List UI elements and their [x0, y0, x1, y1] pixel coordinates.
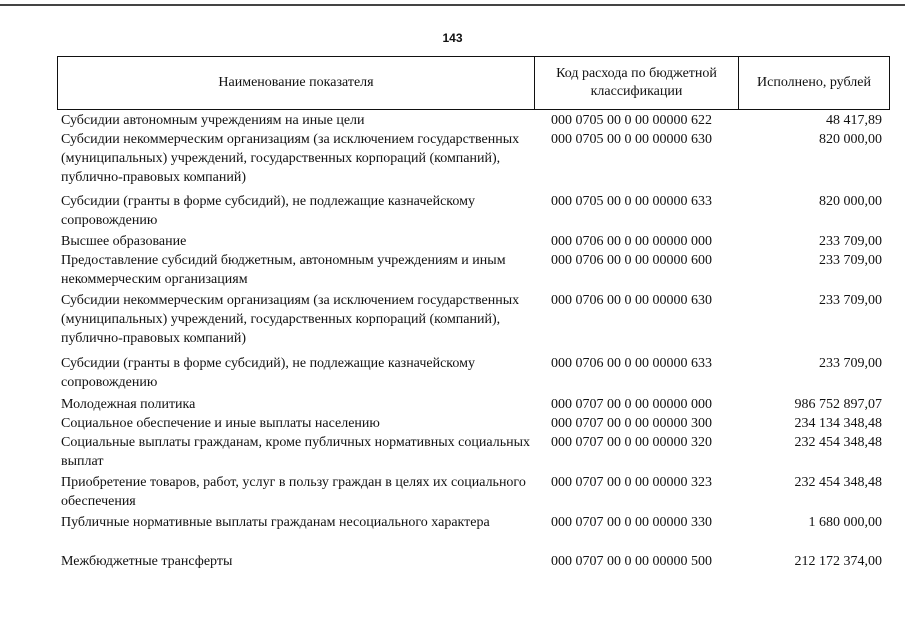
page-number: 143 — [442, 31, 463, 45]
row-name: Высшее образование — [61, 234, 187, 249]
row-name: Субсидии автономным учреждениям на иные цели — [61, 113, 365, 128]
header-name: Наименование показателя — [58, 57, 535, 109]
row-name: Молодежная политика — [61, 397, 196, 412]
row-amount: 233 709,00 — [819, 356, 882, 371]
row-name: Межбюджетные трансферты — [61, 554, 233, 569]
row-code: 000 0706 00 0 00 00000 600 — [551, 253, 712, 268]
row-code: 000 0706 00 0 00 00000 630 — [551, 293, 712, 308]
row-name: Субсидии некоммерческим организациям (за исключением государственных (муниципальных) учреждений, государственных корпораций (компаний), публично-правовых компаний) — [61, 132, 520, 185]
row-amount: 820 000,00 — [819, 132, 882, 147]
row-amount: 986 752 897,07 — [794, 397, 882, 412]
row-amount: 212 172 374,00 — [794, 554, 882, 569]
row-code: 000 0707 00 0 00 00000 300 — [551, 416, 712, 431]
row-code: 000 0705 00 0 00 00000 622 — [551, 113, 712, 128]
row-code: 000 0705 00 0 00 00000 633 — [551, 194, 712, 209]
row-code: 000 0705 00 0 00 00000 630 — [551, 132, 712, 147]
row-name: Публичные нормативные выплаты гражданам несоциального характера — [61, 515, 490, 530]
row-name: Субсидии (гранты в форме субсидий), не подлежащие казначейскому сопровождению — [61, 356, 475, 390]
row-amount: 820 000,00 — [819, 194, 882, 209]
row-amount: 1 680 000,00 — [808, 515, 882, 530]
row-name: Предоставление субсидий бюджетным, автономным учреждениям и иным некоммерческим организациям — [61, 253, 506, 287]
row-amount: 233 709,00 — [819, 234, 882, 249]
row-code: 000 0707 00 0 00 00000 320 — [551, 435, 712, 450]
row-amount: 232 454 348,48 — [794, 435, 882, 450]
row-name: Приобретение товаров, работ, услуг в пользу граждан в целях их социального обеспечения — [61, 475, 526, 509]
row-amount: 232 454 348,48 — [794, 475, 882, 490]
row-name: Социальное обеспечение и иные выплаты населению — [61, 416, 380, 431]
row-code: 000 0707 00 0 00 00000 323 — [551, 475, 712, 490]
row-code: 000 0707 00 0 00 00000 330 — [551, 515, 712, 530]
row-code: 000 0707 00 0 00 00000 500 — [551, 554, 712, 569]
row-amount: 233 709,00 — [819, 293, 882, 308]
row-code: 000 0706 00 0 00 00000 000 — [551, 234, 712, 249]
header-amount: Исполнено, рублей — [757, 75, 871, 90]
row-code: 000 0706 00 0 00 00000 633 — [551, 356, 712, 371]
row-name: Субсидии (гранты в форме субсидий), не подлежащие казначейскому сопровождению — [61, 194, 475, 228]
header-code: Код расхода по бюджетной классификации — [535, 57, 739, 109]
row-amount: 234 134 348,48 — [794, 416, 882, 431]
row-name: Социальные выплаты гражданам, кроме публичных нормативных социальных выплат — [61, 435, 530, 469]
row-code: 000 0707 00 0 00 00000 000 — [551, 397, 712, 412]
row-amount: 48 417,89 — [826, 113, 882, 128]
row-amount: 233 709,00 — [819, 253, 882, 268]
row-name: Субсидии некоммерческим организациям (за исключением государственных (муниципальных) учреждений, государственных корпораций (компаний), публично-правовых компаний) — [61, 293, 520, 346]
